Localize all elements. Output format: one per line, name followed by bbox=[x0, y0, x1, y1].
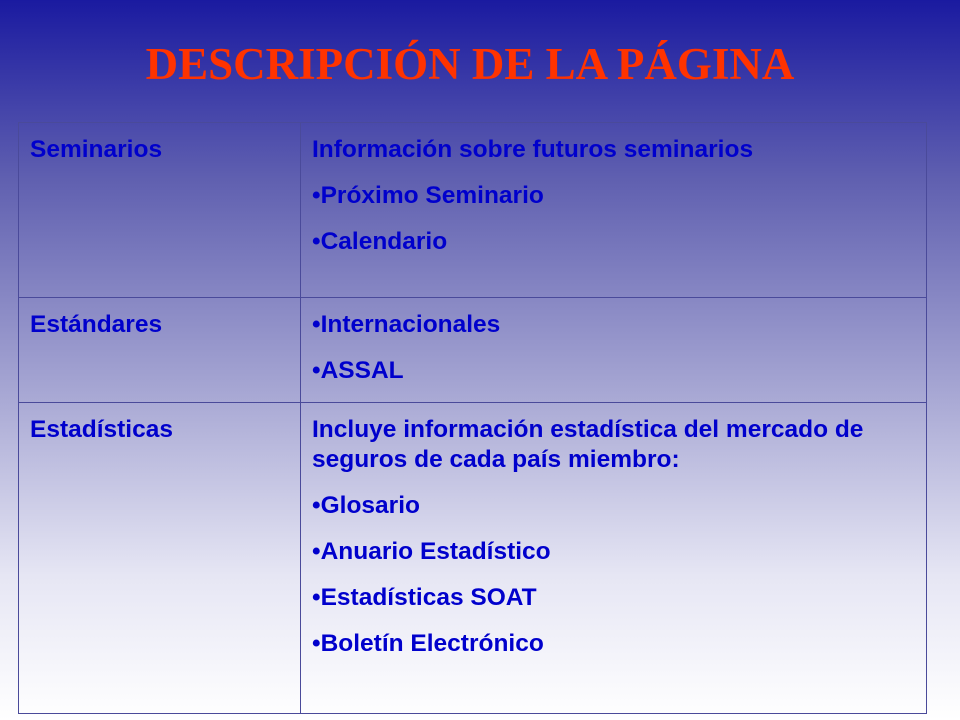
bullet-label: Glosario bbox=[320, 492, 420, 519]
bullet-label: ASSAL bbox=[320, 357, 404, 384]
bullet-marker: • bbox=[312, 492, 321, 519]
table-row-estadisticas bbox=[19, 403, 927, 714]
row-text-estadisticas: Incluye información estadística del mercado de seguros de cada país miembro: bbox=[312, 416, 864, 473]
row-label-estadisticas: Estadísticas bbox=[19, 403, 301, 714]
bullet-marker: • bbox=[312, 357, 321, 384]
bullet-marker: • bbox=[312, 311, 321, 338]
bullet-item[interactable] bbox=[312, 583, 918, 613]
row-content-estandares bbox=[301, 298, 927, 403]
bullet-label: Boletín Electrónico bbox=[320, 630, 544, 657]
row-label-seminarios: Seminarios bbox=[19, 123, 301, 298]
row-content-estadisticas bbox=[301, 403, 927, 714]
bullet-item[interactable] bbox=[312, 310, 918, 340]
bullet-label: Próximo Seminario bbox=[320, 182, 544, 209]
bullet-marker: • bbox=[312, 228, 321, 255]
bullet-item[interactable] bbox=[312, 491, 918, 521]
bullet-label: Estadísticas SOAT bbox=[320, 584, 537, 611]
bullet-marker: • bbox=[312, 182, 321, 209]
description-table bbox=[18, 122, 927, 714]
bullet-item[interactable] bbox=[312, 181, 918, 211]
bullet-label: Internacionales bbox=[320, 311, 501, 338]
bullet-marker: • bbox=[312, 630, 321, 657]
row-content-seminarios bbox=[301, 123, 927, 298]
bullet-label: Calendario bbox=[320, 228, 448, 255]
bullet-item[interactable] bbox=[312, 629, 918, 659]
bullet-marker: • bbox=[312, 584, 321, 611]
bullet-label: Anuario Estadístico bbox=[320, 538, 551, 565]
table-row-seminarios bbox=[19, 123, 927, 298]
bullet-item[interactable] bbox=[312, 356, 918, 386]
page-title: DESCRIPCIÓN DE LA PÁGINA bbox=[145, 39, 795, 89]
row-text-seminarios: Información sobre futuros seminarios bbox=[312, 136, 754, 163]
row-label-estandares: Estándares bbox=[19, 298, 301, 403]
bullet-item[interactable] bbox=[312, 227, 918, 257]
bullet-marker: • bbox=[312, 538, 321, 565]
table-row-estandares bbox=[19, 298, 927, 403]
bullet-item[interactable] bbox=[312, 537, 918, 567]
